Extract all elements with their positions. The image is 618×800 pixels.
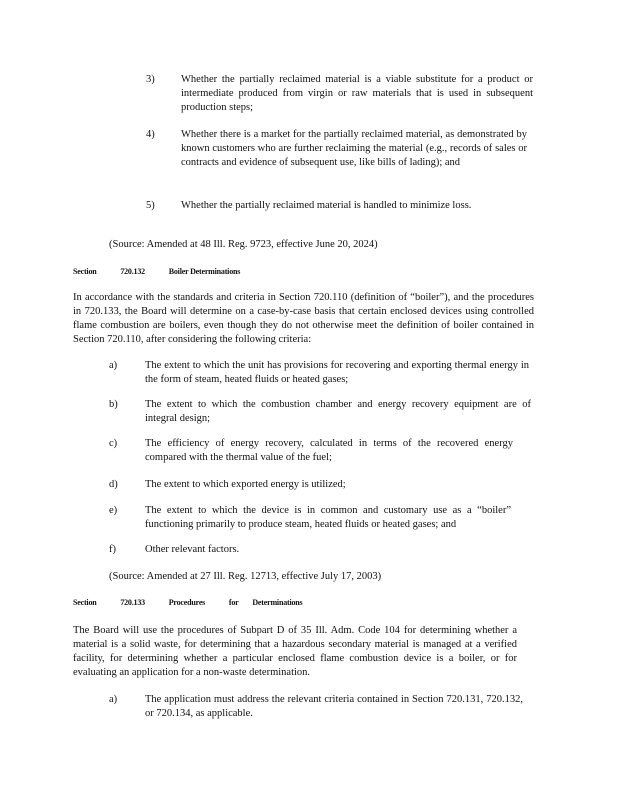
section-title-word: for	[228, 598, 239, 607]
criteria-text: The efficiency of energy recovery, calculated in terms of the recovered energy compared with the thermal value of the fuel;	[145, 438, 513, 463]
section-word: Section	[73, 267, 97, 276]
list-item-text: Whether the partially reclaimed material is a viable substitute for a product or intermediate produced from virgin or raw materials that is used in subsequent production steps;	[181, 74, 533, 113]
criteria-letter: f)	[109, 544, 116, 555]
list-item-text: The application must address the relevant criteria contained in Section 720.131, 720.132, or 720.134, as applicable.	[145, 694, 523, 719]
criteria-text: The extent to which the device is in common and customary use as a “boiler” functioning primarily to produce steam, heated fluids or heated gases; and	[145, 505, 511, 530]
list-number: 3)	[146, 74, 155, 85]
criteria-text: Other relevant factors.	[145, 544, 240, 555]
section-title-word: Procedures	[168, 598, 206, 607]
list-item-text: Whether the partially reclaimed material is handled to minimize loss.	[181, 200, 472, 211]
criteria-text: The extent to which exported energy is utilized;	[145, 479, 346, 490]
section-paragraph: In accordance with the standards and criteria in Section 720.110 (definition of “boiler”), and the procedures in 720.133, the Board will determine on a case-by-case basis that certain enclosed devices using controlled flame combustion are boilers, even though they do not otherwise meet the definition of boiler contained in Section 720.110, after considering the following criteria:	[73, 292, 534, 345]
criteria-text: The extent to which the combustion chamber and energy recovery equipment are of integral design;	[145, 399, 531, 424]
criteria-letter: d)	[109, 479, 118, 490]
list-item-text: Whether there is a market for the partially reclaimed material, as demonstrated by known customers who are further reclaiming the material (e.g., records of sales or contracts and evidence of subsequent use, like bills of lading); and	[181, 129, 527, 168]
criteria-letter: c)	[109, 438, 118, 449]
source-note: (Source: Amended at 48 Ill. Reg. 9723, effective June 20, 2024)	[109, 239, 378, 250]
criteria-letter: a)	[109, 360, 118, 371]
list-number: 4)	[146, 129, 155, 140]
criteria-letter: e)	[109, 505, 118, 516]
list-number: 5)	[146, 200, 155, 211]
criteria-letter: b)	[109, 399, 118, 410]
section-number: 720.133	[120, 598, 145, 607]
section-heading	[73, 598, 302, 608]
section-title: Boiler Determinations	[168, 267, 241, 276]
criteria-text: The extent to which the unit has provisions for recovering and exporting thermal energy in the form of steam, heated fluids or heated gases;	[145, 360, 529, 385]
section-number: 720.132	[120, 267, 145, 276]
section-title-word: Determinations	[252, 598, 303, 607]
section-word: Section	[73, 598, 97, 607]
section-heading	[73, 267, 240, 277]
section-paragraph: The Board will use the procedures of Subpart D of 35 Ill. Adm. Code 104 for determining whether a material is a solid waste, for determining that a hazardous secondary material is managed at a verified facility, for determining whether a particular enclosed flame combustion device is a boiler, or for evaluating an application for a non-waste determination.	[73, 625, 517, 678]
source-note: (Source: Amended at 27 Ill. Reg. 12713, effective July 17, 2003)	[109, 571, 382, 582]
list-letter: a)	[109, 694, 118, 705]
